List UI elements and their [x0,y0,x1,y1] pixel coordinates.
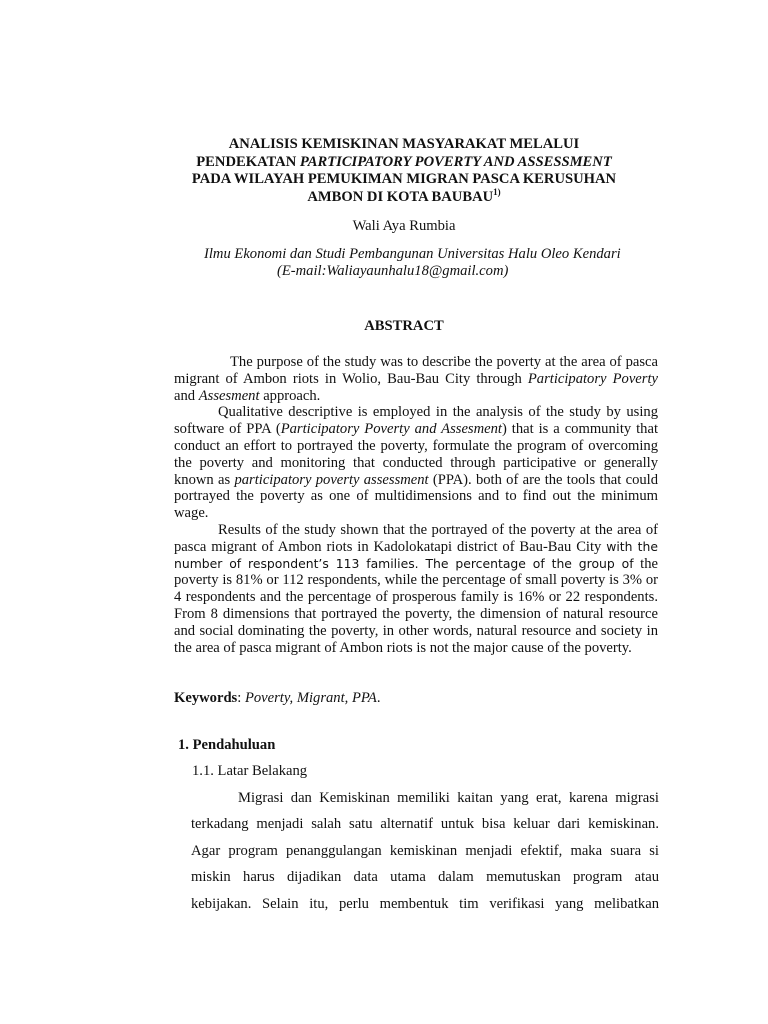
subsection-heading: 1.1. Latar Belakang [192,763,308,779]
abstract-body [174,354,658,656]
abstract-paragraph-3 [174,522,658,656]
body-line-4: miskin harus dijadikan data utama dalam memutuskan program atau [191,869,659,886]
keywords-end: . [376,690,381,706]
keywords-separator: : [237,690,245,706]
abstract-p1-text-b: and [174,387,199,404]
body-line-1: Migrasi dan Kemiskinan memiliki kaitan yang erat, karena migrasi [238,790,659,806]
affiliation-institution: Ilmu Ekonomi dan Studi Pembangunan Universitas Halu Oleo Kendari [204,246,621,262]
keywords-value: Poverty, Migrant, PPA [244,690,377,706]
author-affiliation [204,246,621,280]
abstract-p1-italic-2: Assesment [198,387,260,404]
abstract-paragraph-2 [174,404,658,522]
section-heading: 1. Pendahuluan [178,737,276,753]
abstract-p2-italic-2: participatory poverty assessment [234,471,429,488]
paper-title [160,136,648,206]
abstract-p2-text-a: Qualitative descriptive is employed in the analysis of the study by using software of PPA ( [174,404,658,438]
abstract-p3-sans-run: with the number of respondent’s 113 families. The percentage of the group of [174,538,659,571]
section-body [191,785,659,917]
keywords-label: Keywords [174,690,238,706]
title-line-4-text: AMBON DI KOTA BAUBAU [307,188,494,205]
abstract-p2-italic-1: Participatory Poverty and Assesment [280,421,502,438]
abstract-p1-text-a: The purpose of the study was to describe the poverty at the area of pasca migrant of Ambon riots in Wolio, Bau-Bau City through [174,354,658,387]
title-line-2-prefix: PENDEKATAN [196,153,300,170]
title-line-2-italic: PARTICIPATORY POVERTY AND ASSESSMENT [299,153,612,170]
abstract-paragraph-1 [174,354,658,404]
title-footnote-mark: 1) [493,186,501,197]
title-line-1: ANALISIS KEMISKINAN MASYARAKAT MELALUI [228,136,580,152]
abstract-p3-text-b: the poverty is 81% or 112 respondents, while the percentage of small poverty is 3% or 4 respondents and the percentage of prosperous family is 16% or 22 respondents. From 8 dimensions that portrayed the poverty, the dimension of natural resource and social dominating the poverty, in other words, natural resource and society in the area of pasca migrant of Ambon riots is not the major cause of the poverty. [174,555,659,656]
abstract-p1-italic-1: Participatory Poverty [527,370,658,387]
abstract-p3-text-a: Results of the study shown that the portrayed of the poverty at the area of pasca migrant of Ambon riots in Kadolokatapi district of Bau-Bau City [174,521,658,555]
affiliation-email: (E-mail:Waliayaunhalu18@gmail.com) [277,263,509,279]
title-line-3: PADA WILAYAH PEMUKIMAN MIGRAN PASCA KERUSUHAN [191,171,617,187]
abstract-heading: ABSTRACT [364,318,444,334]
keywords-line [174,690,380,707]
abstract-p2-text-b: ) that is a community that conduct an effort to portrayed the poverty, formulate the program of overcoming the poverty and monitoring that conducted through participative or generally known as [174,421,658,488]
body-line-5: kebijakan. Selain itu, perlu membentuk tim verifikasi yang melibatkan [191,895,659,912]
title-line-4 [160,186,648,207]
title-line-2 [160,154,648,172]
author-name: Wali Aya Rumbia [352,218,456,234]
abstract-p2-text-c: (PPA). both of are the tools that could portrayed the poverty as one of multidimensions and to find out the minimum wage. [174,471,659,522]
body-line-2: terkadang menjadi salah satu alternatif untuk bisa keluar dari kemiskinan. [191,816,659,833]
abstract-p1-text-c: approach. [259,387,321,404]
body-line-3: Agar program penanggulangan kemiskinan menjadi efektif, maka suara si [191,842,659,859]
